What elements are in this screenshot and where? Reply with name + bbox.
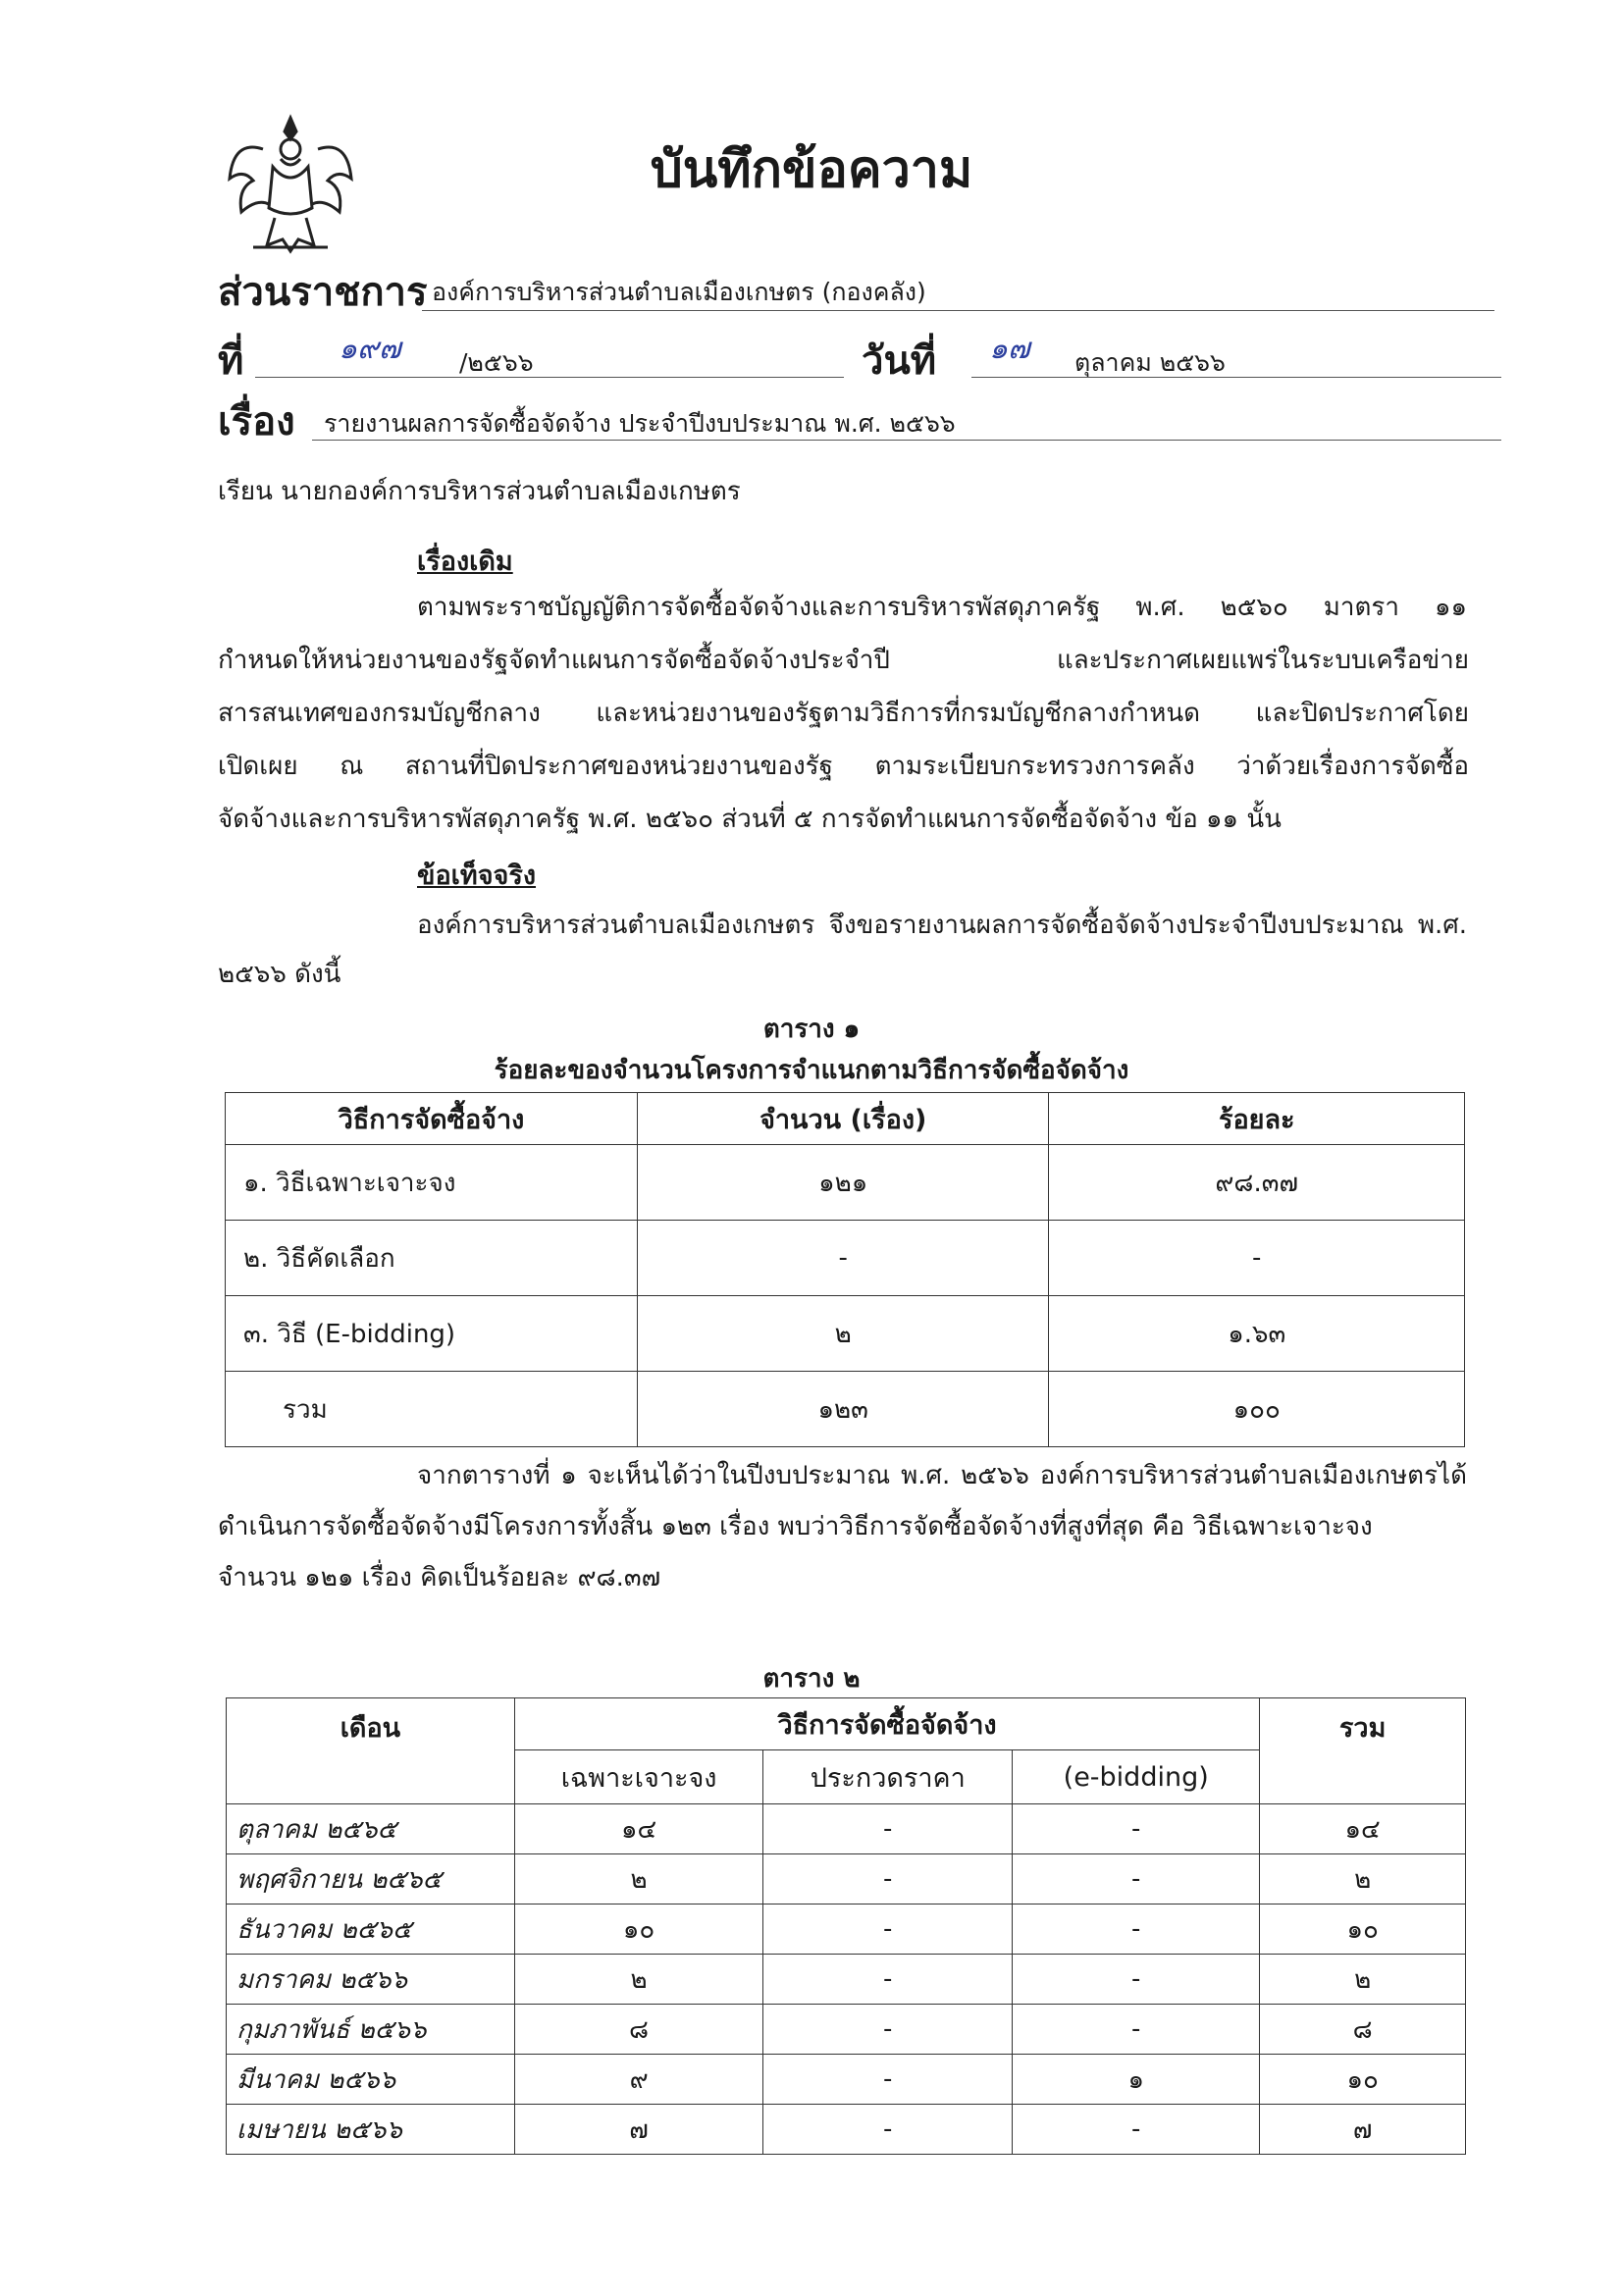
table2-header-total: รวม bbox=[1260, 1698, 1466, 1804]
table1-title: ร้อยละของจำนวนโครงการจำแนกตามวิธีการจัดซื้อจัดจ้าง bbox=[494, 1056, 1129, 1085]
table2-cell: ๑๐ bbox=[1260, 1905, 1466, 1955]
subject-underline bbox=[312, 440, 1501, 441]
table2-header-method: วิธีการจัดซื้อจัดจ้าง bbox=[514, 1698, 1259, 1750]
agency-label: ส่วนราชการ bbox=[218, 270, 428, 315]
table2-subheader-ebidding: (e-bidding) bbox=[1013, 1750, 1260, 1804]
table1-cell: - bbox=[637, 1221, 1049, 1296]
table2-cell: - bbox=[763, 2105, 1013, 2155]
table-row bbox=[227, 2105, 1466, 2155]
table2-cell: - bbox=[763, 1905, 1013, 1955]
table2-cell: ๑๐ bbox=[514, 1905, 763, 1955]
table1-cell: ๙๘.๓๗ bbox=[1049, 1145, 1465, 1221]
table-row bbox=[226, 1372, 1465, 1447]
table2-label: ตาราง ๒ bbox=[762, 1664, 861, 1694]
table2-cell: - bbox=[1013, 2005, 1260, 2055]
table2-cell: ๗ bbox=[514, 2105, 763, 2155]
ref-handwritten: ๑๙๗ bbox=[339, 332, 401, 366]
table1-label: ตาราง ๑ bbox=[762, 1015, 861, 1044]
table-row bbox=[226, 1145, 1465, 1221]
table1-cell: ๒. วิธีคัดเลือก bbox=[226, 1221, 638, 1296]
table2-cell: ๙ bbox=[514, 2055, 763, 2105]
date-day: ๑๗ bbox=[989, 332, 1030, 366]
table2-cell: ๑๔ bbox=[514, 1804, 763, 1854]
table-row bbox=[226, 1221, 1465, 1296]
date-month-year: ตุลาคม ๒๕๖๖ bbox=[1074, 348, 1226, 377]
memo-title: บันทึกข้อความ bbox=[650, 140, 973, 199]
subject-label: เรื่อง bbox=[218, 399, 295, 444]
table2-cell: - bbox=[1013, 2105, 1260, 2155]
summary-line-2: ดำเนินการจัดซื้อจัดจ้างมีโครงการทั้งสิ้น ๑๒๓ เรื่อง พบว่าวิธีการจัดซื้อจัดจ้างที่สูงที่สุด คือ วิธีเฉพาะเจาะจง bbox=[218, 1512, 1373, 1541]
background-line-2: กำหนดให้หน่วยงานของรัฐจัดทำแผนการจัดซื้อจัดจ้างประจำปี และประกาศเผยแพร่ในระบบเครือข่าย bbox=[218, 646, 1469, 675]
table2-cell: ๒ bbox=[514, 1854, 763, 1905]
ref-label: ที่ bbox=[218, 339, 244, 384]
table-row bbox=[227, 1905, 1466, 1955]
facts-line-2: ๒๕๖๖ ดังนี้ bbox=[218, 960, 341, 989]
table1-cell: ๑.๖๓ bbox=[1049, 1296, 1465, 1372]
table2-subheader-bid: ประกวดราคา bbox=[763, 1750, 1013, 1804]
table2-cell: ตุลาคม ๒๕๖๕ bbox=[227, 1804, 515, 1854]
table2-cell: มกราคม ๒๕๖๖ bbox=[227, 1955, 515, 2005]
table-row bbox=[227, 1854, 1466, 1905]
table1-header-percent: ร้อยละ bbox=[1049, 1093, 1465, 1145]
table2-cell: - bbox=[1013, 1804, 1260, 1854]
table2-header-month: เดือน bbox=[227, 1698, 515, 1804]
subject-value: รายงานผลการจัดซื้อจัดจ้าง ประจำปีงบประมาณ พ.ศ. ๒๕๖๖ bbox=[324, 409, 956, 438]
table2-cell: ๗ bbox=[1260, 2105, 1466, 2155]
table1-cell: ๓. วิธี (E-bidding) bbox=[226, 1296, 638, 1372]
table1-cell: ๑๒๓ bbox=[637, 1372, 1049, 1447]
table2-cell: ๑๔ bbox=[1260, 1804, 1466, 1854]
background-heading: เรื่องเดิม bbox=[417, 547, 513, 577]
table2-cell: ๒ bbox=[514, 1955, 763, 2005]
background-line-1: ตามพระราชบัญญัติการจัดซื้อจัดจ้างและการบริหารพัสดุภาครัฐ พ.ศ. ๒๕๖๐ มาตรา ๑๑ bbox=[417, 593, 1467, 622]
agency-value: องค์การบริหารส่วนตำบลเมืองเกษตร (กองคลัง) bbox=[432, 278, 926, 306]
table-row bbox=[227, 2055, 1466, 2105]
table1-header-count: จำนวน (เรื่อง) bbox=[637, 1093, 1049, 1145]
agency-underline bbox=[422, 310, 1494, 311]
table2-cell: ธันวาคม ๒๕๖๕ bbox=[227, 1905, 515, 1955]
table1-cell: ๑๒๑ bbox=[637, 1145, 1049, 1221]
background-line-3: สารสนเทศของกรมบัญชีกลาง และหน่วยงานของรัฐตามวิธีการที่กรมบัญชีกลางกำหนด และปิดประกาศโดย bbox=[218, 699, 1469, 728]
facts-line-1: องค์การบริหารส่วนตำบลเมืองเกษตร จึงขอรายงานผลการจัดซื้อจัดจ้างประจำปีงบประมาณ พ.ศ. bbox=[417, 911, 1467, 940]
table1-cell: - bbox=[1049, 1221, 1465, 1296]
table2 bbox=[226, 1697, 1466, 2155]
table1-cell: ๒ bbox=[637, 1296, 1049, 1372]
table2-cell: - bbox=[763, 1854, 1013, 1905]
table2-cell: - bbox=[1013, 1955, 1260, 2005]
table2-cell: ๑๐ bbox=[1260, 2055, 1466, 2105]
summary-line-3: จำนวน ๑๒๑ เรื่อง คิดเป็นร้อยละ ๙๘.๓๗ bbox=[218, 1563, 661, 1592]
ref-suffix: /๒๕๖๖ bbox=[459, 348, 534, 377]
table1-cell: รวม bbox=[226, 1372, 638, 1447]
table2-cell: - bbox=[1013, 1854, 1260, 1905]
table2-cell: ๒ bbox=[1260, 1854, 1466, 1905]
table2-cell: ๑ bbox=[1013, 2055, 1260, 2105]
salutation: เรียน นายกองค์การบริหารส่วนตำบลเมืองเกษตร bbox=[218, 477, 741, 506]
table1 bbox=[225, 1092, 1465, 1447]
table2-cell: - bbox=[763, 1955, 1013, 2005]
date-label: วันที่ bbox=[862, 339, 937, 384]
table2-cell: ๘ bbox=[1260, 2005, 1466, 2055]
table2-cell: เมษายน ๒๕๖๖ bbox=[227, 2105, 515, 2155]
table2-cell: - bbox=[763, 2055, 1013, 2105]
table-row bbox=[227, 2005, 1466, 2055]
table1-header-method: วิธีการจัดซื้อจ้าง bbox=[226, 1093, 638, 1145]
ref-underline bbox=[255, 377, 844, 378]
table2-cell: - bbox=[1013, 1905, 1260, 1955]
table2-cell: มีนาคม ๒๕๖๖ bbox=[227, 2055, 515, 2105]
table-row bbox=[226, 1296, 1465, 1372]
background-line-4: เปิดเผย ณ สถานที่ปิดประกาศของหน่วยงานของรัฐ ตามระเบียบกระทรวงการคลัง ว่าด้วยเรื่องการจัดซื้อ bbox=[218, 752, 1469, 781]
table1-cell: ๑. วิธีเฉพาะเจาะจง bbox=[226, 1145, 638, 1221]
table2-cell: กุมภาพันธ์ ๒๕๖๖ bbox=[227, 2005, 515, 2055]
table-row bbox=[227, 1955, 1466, 2005]
table1-cell: ๑๐๐ bbox=[1049, 1372, 1465, 1447]
date-underline bbox=[971, 377, 1501, 378]
table2-cell: ๘ bbox=[514, 2005, 763, 2055]
table2-cell: ๒ bbox=[1260, 1955, 1466, 2005]
background-line-5: จัดจ้างและการบริหารพัสดุภาครัฐ พ.ศ. ๒๕๖๐ ส่วนที่ ๕ การจัดทำแผนการจัดซื้อจัดจ้าง ข้อ ๑๑ นั้น bbox=[218, 805, 1282, 834]
summary-line-1: จากตารางที่ ๑ จะเห็นได้ว่าในปีงบประมาณ พ.ศ. ๒๕๖๖ องค์การบริหารส่วนตำบลเมืองเกษตรได้ bbox=[417, 1461, 1467, 1490]
facts-heading: ข้อเท็จจริง bbox=[417, 861, 537, 891]
table-row bbox=[227, 1804, 1466, 1854]
table2-cell: - bbox=[763, 1804, 1013, 1854]
table2-cell: พฤศจิกายน ๒๕๖๕ bbox=[227, 1854, 515, 1905]
table2-cell: - bbox=[763, 2005, 1013, 2055]
table2-subheader-specific: เฉพาะเจาะจง bbox=[514, 1750, 763, 1804]
